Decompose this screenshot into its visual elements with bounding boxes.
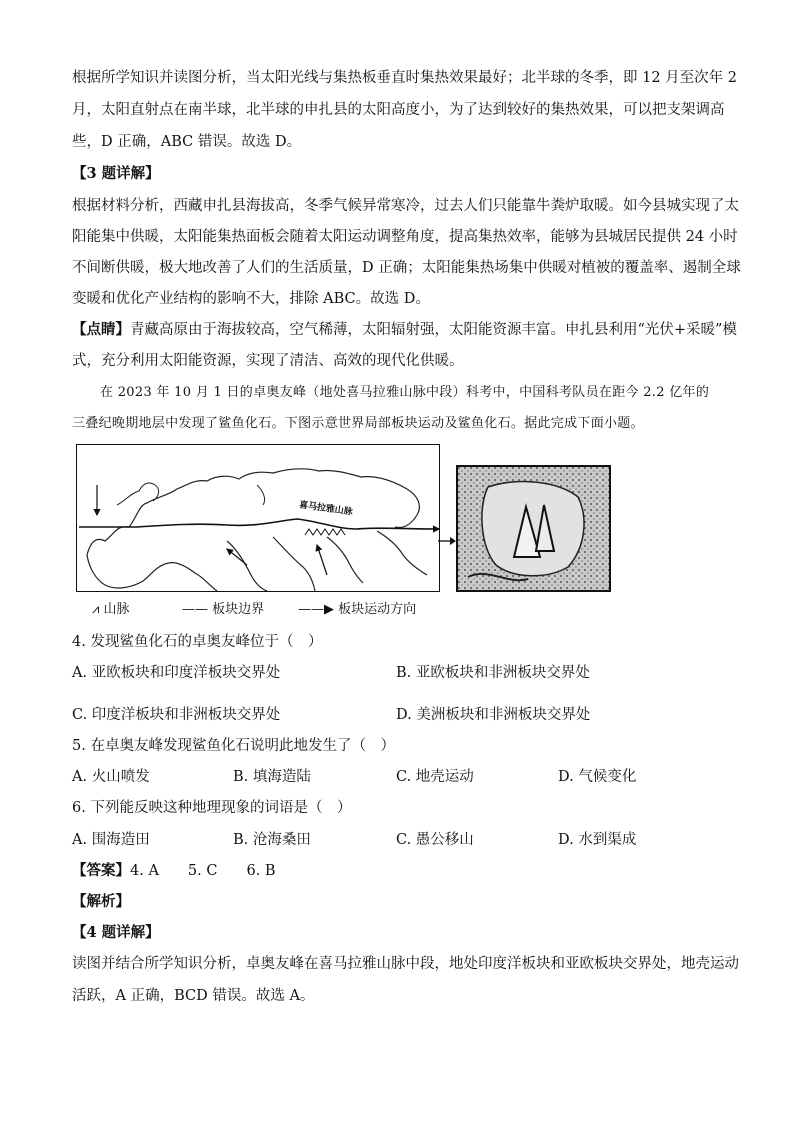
material-text: 三叠纪晚期地层中发现了鲨鱼化石。下图示意世界局部板块运动及鲨鱼化石。据此完成下面小题。 <box>72 416 644 431</box>
q4-option-b[interactable]: B. 亚欧板块和非洲板块交界处 <box>396 665 590 681</box>
plate-map <box>76 444 440 592</box>
text-line: 月，太阳直射点在南半球，北半球的申扎县的太阳高度小，为了达到较好的集热效果，可以把支架调高 <box>72 102 725 118</box>
dianjing-text: 青藏高原由于海拔较高，空气稀薄，太阳辐射强，太阳能资源丰富。申扎县利用“光伏+采暖”模 <box>130 322 737 338</box>
q5-option-d[interactable]: D. 气候变化 <box>558 769 637 785</box>
section-heading: 【3 题详解】 <box>72 165 160 182</box>
legend-direction: 板块运动方向 <box>338 602 417 617</box>
text-line: 根据材料分析，西藏申扎县海拔高，冬季气候异常寒冷，过去人们只能靠牛粪炉取暖。如今县城实现了太 <box>72 198 739 214</box>
q5-option-a[interactable]: A. 火山喷发 <box>72 769 150 785</box>
q6-option-c[interactable]: C. 愚公移山 <box>396 832 474 848</box>
plate-map-drawing <box>77 445 440 592</box>
text-line: 活跃，A 正确，BCD 错误。故选 A。 <box>72 988 315 1004</box>
answer-line <box>72 859 276 880</box>
question-5: 5. 在卓奥友峰发现鲨鱼化石说明此地发生了（ ） <box>72 738 395 754</box>
analysis-tag: 【解析】 <box>72 893 130 910</box>
q4-option-d[interactable]: D. 美洲板块和非洲板块交界处 <box>396 707 591 723</box>
q6-option-a[interactable]: A. 围海造田 <box>72 832 150 848</box>
q6-option-d[interactable]: D. 水到渠成 <box>558 832 637 848</box>
legend <box>92 598 130 617</box>
text-line: 不间断供暖，极大地改善了人们的生活质量，D 正确；太阳能集热场集中供暖对植被的覆盖率、遏制全球 <box>72 260 741 276</box>
text-line: 式，充分利用太阳能资源，实现了清洁、高效的现代化供暖。 <box>72 353 464 369</box>
section-heading: 【4 题详解】 <box>72 924 160 941</box>
mountain-label: 喜马拉雅山脉 <box>298 500 354 518</box>
arrow-right-icon: ——▶ <box>298 602 334 617</box>
boundary-line-icon: —— <box>182 602 208 617</box>
q6-option-b[interactable]: B. 沧海桑田 <box>233 832 311 848</box>
material-text: 在 2023 年 10 月 1 日的卓奥友峰（地处喜马拉雅山脉中段）科考中，中国科考队员在距今 2.2 亿年的 <box>100 385 710 400</box>
q5-option-b[interactable]: B. 填海造陆 <box>233 769 311 785</box>
text-line: 读图并结合所学知识分析，卓奥友峰在喜马拉雅山脉中段，地处印度洋板块和亚欧板块交界处，地壳运动 <box>72 956 739 972</box>
dianjing-tag: 【点睛】 <box>72 321 130 338</box>
text-line: 变暖和优化产业结构的影响不大，排除 ABC。故选 D。 <box>72 291 430 307</box>
q5-option-c[interactable]: C. 地壳运动 <box>396 769 474 785</box>
legend-mountain: 山脉 <box>103 602 130 617</box>
text-line: 根据所学知识并读图分析，当太阳光线与集热板垂直时集热效果最好；北半球的冬季，即 12 月至次年 2 <box>72 70 737 86</box>
q4-option-c[interactable]: C. 印度洋板块和非洲板块交界处 <box>72 707 281 723</box>
legend-direction-item <box>298 598 416 617</box>
answer-tag: 【答案】 <box>72 862 130 879</box>
question-4: 4. 发现鲨鱼化石的卓奥友峰位于（ ） <box>72 634 323 650</box>
answer-text: 4. A 5. C 6. B <box>130 863 276 879</box>
text-line: 阳能集中供暖，太阳能集热面板会随着太阳运动调整角度，提高集热效率，能够为县城居民提供 24 小时 <box>72 229 738 245</box>
legend-boundary: 板块边界 <box>212 602 265 617</box>
connector-arrow-icon <box>438 536 458 546</box>
mountain-symbol-icon: ⩘ <box>92 602 100 617</box>
shark-fossil-photo <box>456 465 611 592</box>
question-6: 6. 下列能反映这种地理现象的词语是（ ） <box>72 800 352 816</box>
text-line: 些，D 正确，ABC 错误。故选 D。 <box>72 134 302 150</box>
q4-option-a[interactable]: A. 亚欧板块和印度洋板块交界处 <box>72 665 281 681</box>
legend-boundary-item <box>182 598 264 617</box>
dianjing-line <box>72 318 737 339</box>
